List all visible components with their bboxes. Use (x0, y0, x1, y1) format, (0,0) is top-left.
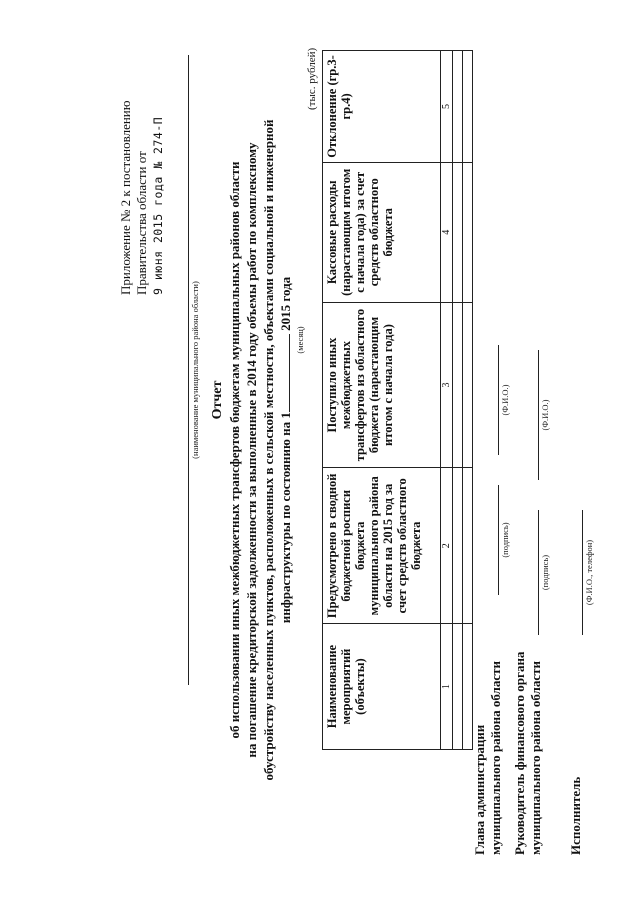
table-cell (453, 624, 463, 750)
finance-name-line (538, 350, 539, 480)
report-intro (226, 40, 294, 860)
table-cell (453, 51, 463, 163)
finance-sign-caption: (подпись) (540, 554, 550, 591)
head-label-line-2: муниципального района области (488, 661, 503, 855)
table-header-row (323, 51, 441, 750)
table-cell (463, 51, 473, 163)
appendix-line-1: Приложение № 2 к постановлению (118, 100, 133, 295)
units-label: (тыс. рублей) (306, 47, 318, 110)
table-cell (463, 162, 473, 302)
table-cell (463, 624, 473, 750)
head-name-line (498, 345, 499, 455)
column-number: 4 (441, 162, 453, 302)
finance-signature-line (538, 510, 539, 635)
finance-name-caption: (Ф.И.О.) (540, 399, 550, 431)
month-blank-line (278, 334, 290, 412)
executor-line (582, 510, 583, 635)
municipality-name-line (188, 55, 189, 685)
head-sign-caption: (подпись) (500, 522, 510, 558)
finance-label-line-1: Руководитель финансового органа (512, 651, 527, 855)
appendix-date-line: 9 июня 2015 года № 274-П (151, 116, 165, 295)
table-cell (463, 468, 473, 624)
column-number: 5 (441, 51, 453, 163)
column-number: 1 (441, 624, 453, 750)
table-cell (453, 162, 463, 302)
appendix-header (118, 101, 166, 295)
head-label-line-1: Глава администрации (472, 724, 487, 855)
appendix-line-2: Правительства области от (134, 151, 149, 295)
column-number: 3 (441, 302, 453, 468)
column-number: 2 (441, 468, 453, 624)
month-caption: (месяц) (295, 326, 305, 354)
table-cell (453, 302, 463, 468)
table-cell (453, 468, 463, 624)
head-signature-line (498, 485, 499, 595)
intro-line-3: обустройству населенных пунктов, расположенных в сельской местности, объектами социальной и инженерной (261, 119, 276, 781)
municipality-caption: (наименование муниципального района области) (190, 281, 200, 459)
table-row (453, 51, 463, 750)
executor-label: Исполнитель (568, 776, 583, 855)
finance-label-line-2: муниципального района области (528, 661, 543, 855)
header-cell-expenses: Кассовые расходы (нарастающим итогом с начала года) за счет средств областного бюджета (323, 162, 441, 302)
table-cell (463, 302, 473, 468)
intro-line-4 (277, 40, 294, 860)
header-cell-name: Наименование мероприятий (объекты) (323, 624, 441, 750)
header-cell-received: Поступило иных межбюджетных трансфертов из областного бюджета (нарастающим итогом с начала года) (323, 302, 441, 468)
header-cell-deviation: Отклонение (гр.3-гр.4) (323, 51, 441, 163)
intro-line-4-prefix: инфраструктуры по состоянию на 1 (278, 412, 293, 624)
document-title: Отчет (210, 380, 225, 420)
intro-line-1: об использовании иных межбюджетных трансфертов бюджетам муниципальных районов области (227, 161, 242, 739)
report-table (322, 50, 473, 750)
finance-signature-label (512, 652, 544, 855)
intro-line-4-suffix: 2015 года (278, 276, 293, 331)
executor-caption: (Ф.И.О., телефон) (584, 539, 594, 606)
head-signature-label (472, 661, 504, 855)
intro-line-2: на погашение кредиторской задолженности за выполненные в 2014 году объемы работ по комплексному (244, 142, 259, 758)
table-number-row (441, 51, 453, 750)
head-name-caption: (Ф.И.О.) (500, 384, 510, 416)
header-cell-planned: Предусмотрено в сводной бюджетной росписи бюджета муниципального района области на 2015 год за счет средств областного бюджета (323, 468, 441, 624)
table-row (463, 51, 473, 750)
